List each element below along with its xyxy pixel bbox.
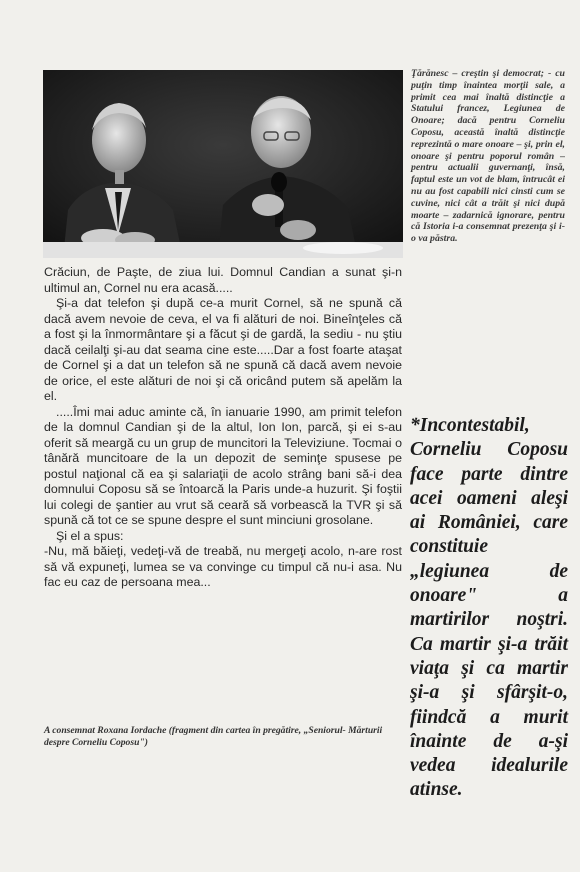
article-paragraph: Şi-a dat telefon şi după ce-a murit Cornel, să ne spună că dacă avem nevoie de ceva, el va fi alături de noi. Bineînţeles că a fost şi la înmormântare şi a făcut şi de gardă, la sediu - nu ştiu dacă ceilalţi şi-au dat seama cine este.....Dar a fost foarte ataşat de Cornel şi a dat un telefon să ne spună că dacă avem nevoie de orice, el este alături de noi şi că oricând putem să apelăm la el. <box>44 296 402 403</box>
pull-quote: *Incontestabil, Corneliu Coposu face parte dintre acei oameni aleşi ai României, care constituie „legiunea de onoare" a martirilor noştri. Ca martir şi-a trăit viaţa şi ca martir şi-a şi sfârşit-o, fiindcă a murit înainte de a-şi vedea idealurile atinse. <box>410 415 568 801</box>
article-paragraph: .....Îmi mai aduc aminte că, în ianuarie 1990, am primit telefon de la domnul Candian şi de la altul, Ion Ion, parcă, şi ei s-au oferit să meargă cu un grup de muncitori la Televiziune. Tocmai o tânără muncitoare de la un depozit de seminţe spusese pe postul naţional că ea şi salariaţii de acolo strâng bani să-i dea domnului Coposu să se întoarcă la Paris unde-a huzurit. Şi foştii lui colegi de şantier au vrut să ceară să vorbească la TVR şi să spună că tot ce se spune despre el sunt minciuni grosolane. <box>44 404 402 527</box>
article-body <box>44 265 402 591</box>
article-paragraph: Crăciun, de Paşte, de ziua lui. Domnul Candian a sunat şi-n ultimul an, Cornel nu era acasă..... <box>44 265 402 295</box>
sidebar-text: Ţărănesc – creştin şi democrat; - cu puţin timp înaintea morţii sale, a primit cea mai înaltă distincţie a Statului francez, Legiunea de Onoare; dacă pentru Corneliu Coposu, această înaltă distincţie reprezintă o mare onoare – şi, prin el, onoare şi pentru poporul român – pentru actualii guvernanţi, însă, faptul este un vot de blam, întrucât ei nu au fost capabili nici cinsti cum se cuvine, nici cât a trăit şi nici după moarte – zadarnică ignorare, pentru că Istoria i-a consemnat prezenţa şi i-o va păstra. <box>411 68 565 245</box>
portrait-photo <box>43 70 403 258</box>
article-paragraph: -Nu, mă băieţi, vedeţi-vă de treabă, nu mergeţi acolo, n-are rost să vă expuneţi, lumea se va convinge cu timpul că nu-i asa. Nu fac eu caz de persoana mea... <box>44 544 402 589</box>
photo-caption: A consemnat Roxana Iordache (fragment din cartea în pregătire, „Seniorul- Mărturii despre Corneliu Coposu") <box>44 725 383 748</box>
two-men-photo-icon <box>43 70 403 258</box>
article-paragraph: Şi el a spus: <box>56 528 124 543</box>
